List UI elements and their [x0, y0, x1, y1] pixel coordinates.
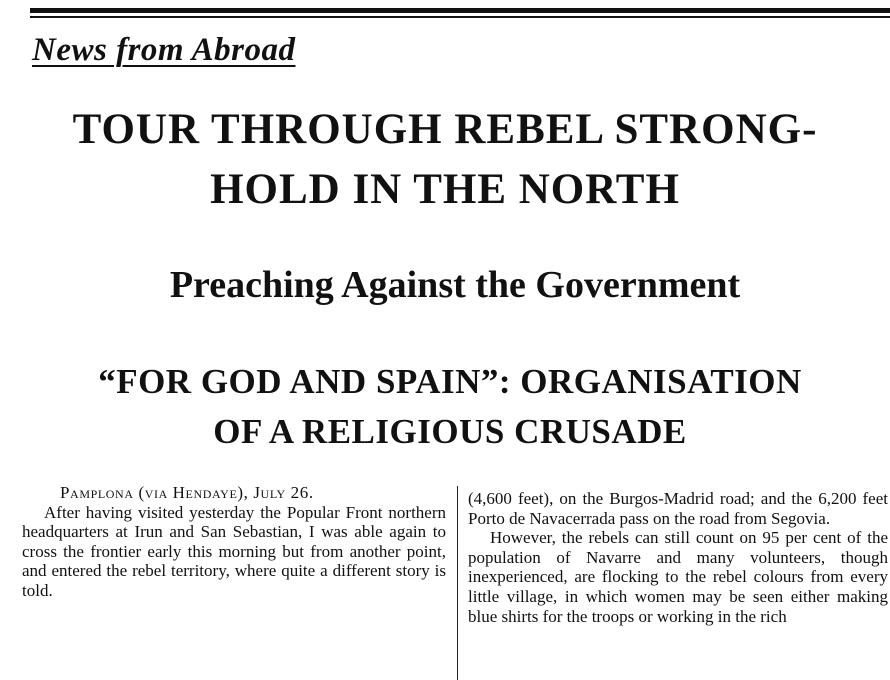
dateline: Pamplona (via Hendaye), July 26. [60, 483, 314, 502]
article-paragraph-2: However, the rebels can still count on 95 per cent of the population of Navarre and many volunteers, though inexperienced, are flocking to the rebel colours from every little village, in which women may be seen either making blue shirts for the troops or working in the rich [468, 528, 888, 626]
article-column-left [22, 483, 446, 601]
article-paragraph-1: After having visited yesterday the Popular Front northern headquarters at Irun and San Sebastian, I was able again to cross the frontier early this morning but from another point, and entered the rebel territory, where quite a different story is told. [22, 502, 446, 600]
column-divider [457, 486, 458, 680]
top-rule-thin [30, 16, 890, 18]
headline [0, 100, 890, 220]
subheadline: Preaching Against the Government [169, 264, 741, 306]
article-continuation: (4,600 feet), on the Burgos-Madrid road; and the 6,200 feet Porto de Navacerrada pass on the road from Segovia. [468, 489, 888, 528]
deck-line-2: OF A RELIGIOUS CRUSADE [213, 412, 687, 451]
deck [10, 357, 890, 457]
section-label: News from Abroad [32, 32, 296, 68]
deck-line-1: “FOR GOD AND SPAIN”: ORGANISATION [98, 362, 802, 401]
top-rule-thick [30, 8, 890, 13]
headline-line-1: TOUR THROUGH REBEL STRONG- [72, 106, 818, 153]
article-column-right [468, 489, 888, 626]
headline-line-2: HOLD IN THE NORTH [210, 166, 680, 213]
